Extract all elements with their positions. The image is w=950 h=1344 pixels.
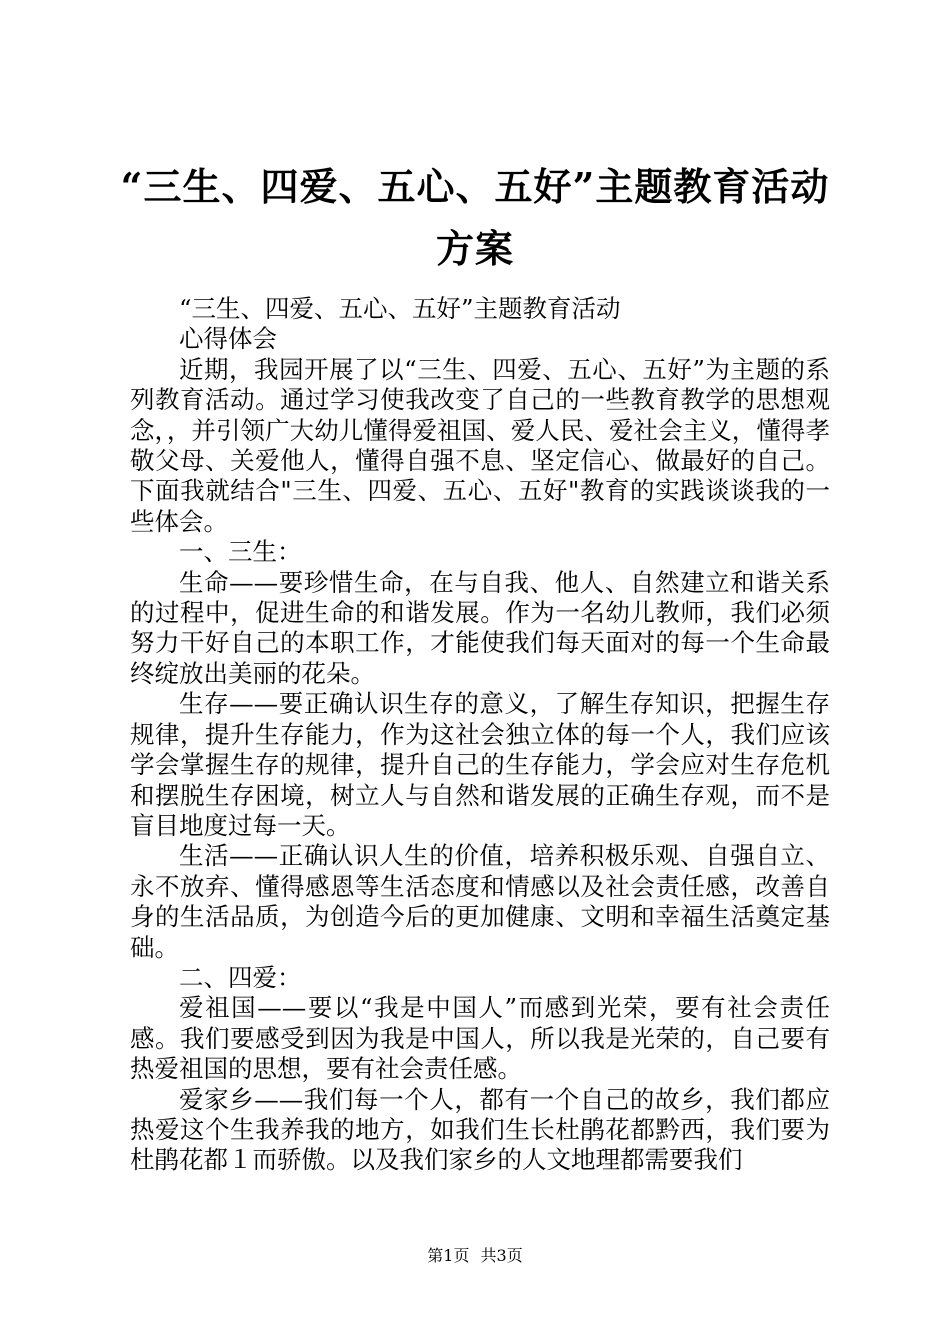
paragraph-aijiaxiang: 爱家乡——我们每一个人，都有一个自己的故乡，我们都应热爱这个生我养我的地方，如我们生长杜鹃花都黔西，我们要为杜鹃花都１而骄傲。以及我们家乡的人文地理都需要我们: [130, 1084, 830, 1175]
paragraph-shengming: 生命——要珍惜生命，在与自我、他人、自然建立和谐关系的过程中，促进生命的和谐发展。作为一名幼儿教师，我们必须努力干好自己的本职工作，才能使我们每天面对的每一个生命最终绽放出美丽的花朵。: [130, 567, 830, 688]
page-footer: 第1页 共3页: [427, 1246, 523, 1265]
paragraph-shenghuo: 生活——正确认识人生的价值，培养积极乐观、自强自立、永不放弃、懂得感恩等生活态度和情感以及社会责任感，改善自身的生活品质，为创造今后的更加健康、文明和幸福生活奠定基础。: [130, 841, 830, 962]
subtitle-line: 心得体会: [179, 324, 277, 354]
document-title: “三生、四爱、五心、五好”主题教育活动方案: [120, 164, 830, 271]
section-heading-sansheng: 一、三生：: [179, 537, 302, 567]
document-body: [130, 294, 830, 1176]
subtitle-line: “三生、四爱、五心、五好”主题教育活动: [179, 294, 621, 323]
paragraph-shengcun: 生存——要正确认识生存的意义，了解生存知识，把握生存规律，提升生存能力，作为这社会独立体的每一个人，我们应该学会掌握生存的规律，提升自己的生存能力，学会应对生存危机和摆脱生存困境，树立人与自然和谐发展的正确生存观，而不是盲目地度过每一天。: [130, 689, 830, 840]
paragraph-intro: 近期，我园开展了以“三生、四爱、五心、五好”为主题的系列教育活动。通过学习使我改变了自己的一些教育教学的思想观念，，并引领广大幼儿懂得爱祖国、爱人民、爱社会主义，懂得孝敬父母、关爱他人，懂得自强不息、坚定信心、做最好的自己。下面我就结合"三生、四爱、五心、五好"教育的实践谈谈我的一些体会。: [130, 354, 830, 536]
paragraph-aizuguo: 爱祖国——要以“我是中国人”而感到光荣，要有社会责任感。我们要感受到因为我是中国人，所以我是光荣的，自己要有热爱祖国的思想，要有社会责任感。: [130, 993, 830, 1084]
section-heading-siai: 二、四爱：: [179, 962, 302, 992]
